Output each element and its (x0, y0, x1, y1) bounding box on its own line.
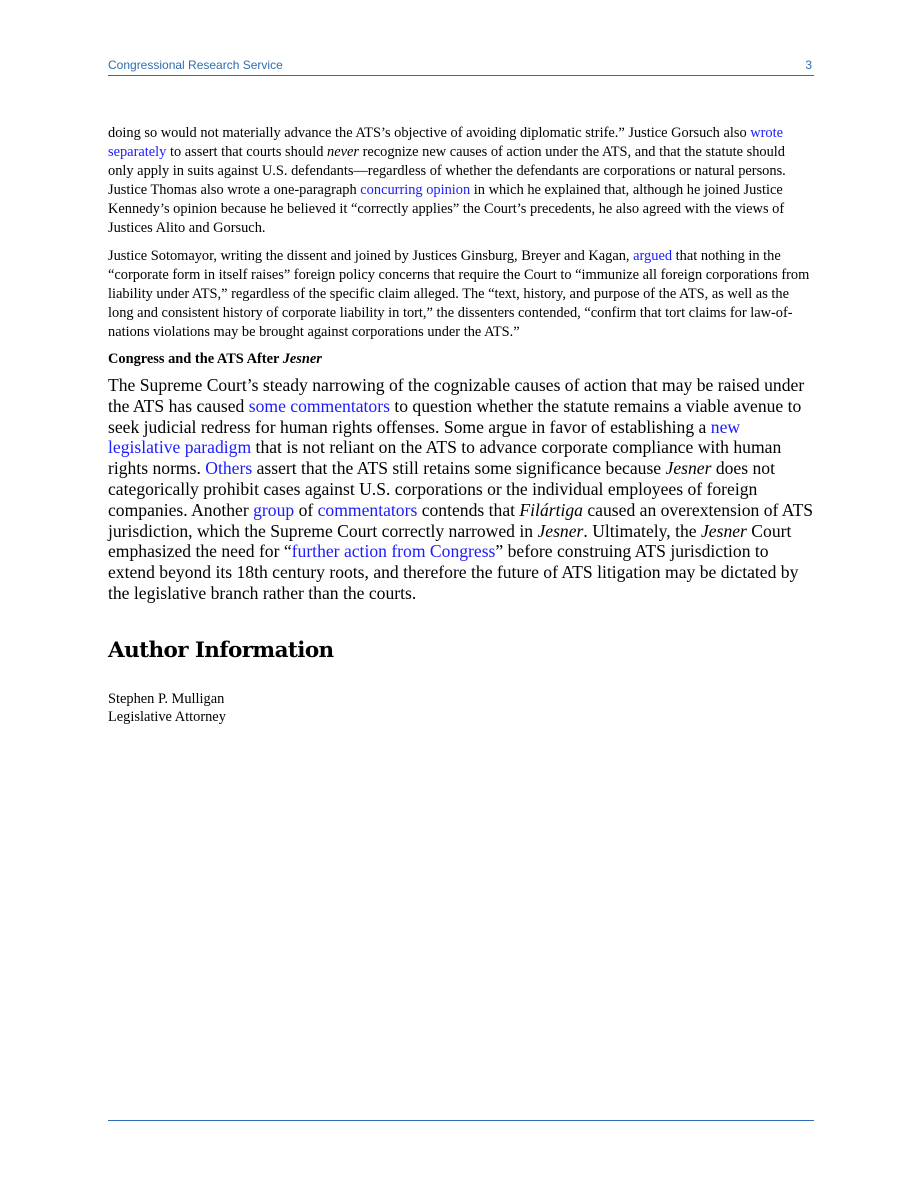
link-group[interactable]: group (253, 499, 295, 520)
link-wrote-separately[interactable]: wrote separately (108, 125, 784, 161)
link-concurring-opinion[interactable]: concurring opinion (360, 182, 471, 199)
page-header (108, 58, 814, 76)
link-others[interactable]: Others (205, 458, 253, 479)
page-number: 3 (805, 58, 812, 72)
link-argued[interactable]: argued (633, 247, 673, 264)
publisher-name: Congressional Research Service (108, 58, 283, 72)
paragraph-congress: The Supreme Court’s steady narrowing of the cognizable causes of action that may be raised under the ATS has caused some commentators to question whether the statute remains a viable avenue to seek judicial redress for human rights offenses. Some argue in favor of establishing a new legislative paradigm that is not reliant on the ATS to advance corporate compliance with human rights norms. Others assert that the ATS still retains some significance because Jesner does not categorically prohibit cases against U.S. corporations or the individual employees of foreign companies. Another group of commentators contends that Filártiga caused an overextension of ATS jurisdiction, which the Supreme Court correctly narrowed in Jesner. Ultimately, the Jesner Court emphasized the need for “further action from Congress” before construing ATS jurisdiction to extend beyond its 18th century roots, and therefore the future of ATS litigation may be dictated by the legislative branch rather than the courts. (108, 375, 814, 603)
author-information-heading: Author Information (108, 637, 334, 663)
document-body (108, 124, 814, 726)
section-subheading: Congress and the ATS After Jesner (108, 351, 322, 368)
link-further-action-from-congress[interactable]: further action from Congress (291, 541, 496, 562)
author-name: Stephen P. Mulligan (108, 690, 225, 707)
link-commentators[interactable]: commentators (317, 499, 418, 520)
footer-divider (108, 1120, 814, 1121)
paragraph-dissent: Justice Sotomayor, writing the dissent and joined by Justices Ginsburg, Breyer and Kagan, argued that nothing in the “corporate form in itself raises” foreign policy concerns that require the Court to “immunize all foreign corporations from liability under ATS,” regardless of the specific claim alleged. The “text, history, and purpose of the ATS, as well as the long and consistent history of corporate liability in tort,” the dissenters contended, “confirm that tort claims for law-of-nations violations may be brought against corporations under the ATS.” (108, 247, 810, 340)
link-new-legislative-paradigm[interactable]: new legislative paradigm (108, 416, 741, 458)
paragraph-concurrences: doing so would not materially advance the ATS’s objective of avoiding diplomatic strife.” Justice Gorsuch also wrote separately to assert that courts should never recognize new causes of action under the ATS, and that the statute should only apply in suits against U.S. defendants—regardless of whether the defendants are corporations or natural persons. Justice Thomas also wrote a one-paragraph concurring opinion in which he explained that, although he joined Justice Kennedy’s opinion because he believed it “correctly applies” the Court’s precedents, he also agreed with the views of Justices Alito and Gorsuch. (108, 125, 786, 237)
link-some-commentators[interactable]: some commentators (248, 395, 390, 416)
author-title: Legislative Attorney (108, 708, 226, 725)
